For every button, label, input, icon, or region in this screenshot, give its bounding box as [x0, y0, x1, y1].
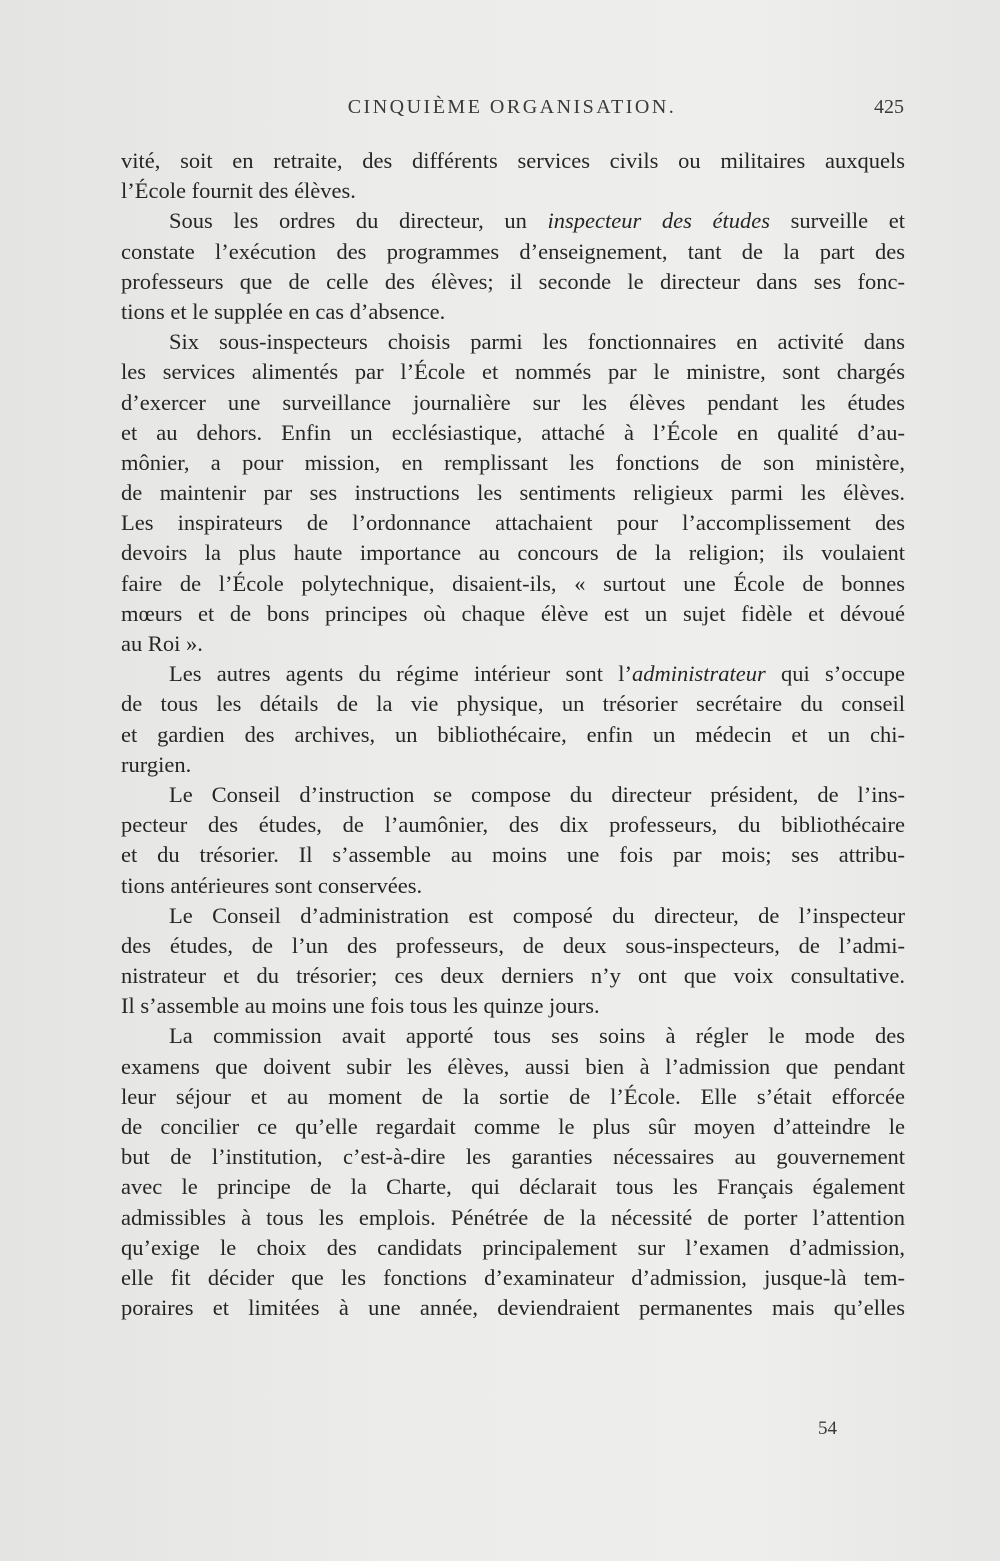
text-line-content: faire de l’École polytechnique, disaient-ils, « surtout une École de bonnes	[121, 570, 905, 596]
text-line-content: admissibles à tous les emplois. Pénétrée de la nécessité de porter l’attention	[121, 1204, 905, 1230]
text-line	[121, 1203, 905, 1233]
text-line	[121, 569, 905, 599]
text-line-content: tions et le supplée en cas d’absence.	[121, 298, 446, 324]
text-line-content: et au dehors. Enfin un ecclésiastique, attaché à l’École en qualité d’au-	[121, 419, 905, 445]
text-line	[121, 871, 905, 901]
text-line	[121, 297, 905, 327]
text-line	[121, 689, 905, 719]
text-line-content: vité, soit en retraite, des différents services civils ou militaires auxquels	[121, 148, 905, 173]
text-line-content: l’École fournit des élèves.	[121, 178, 356, 204]
text-line	[121, 720, 905, 750]
text-line	[121, 1142, 905, 1172]
text-line	[121, 629, 905, 659]
text-line	[121, 1263, 905, 1293]
text-line	[121, 1082, 905, 1112]
text-line	[121, 418, 905, 448]
text-line-content: professeurs que de celle des élèves; il seconde le directeur dans ses fonc-	[121, 268, 905, 294]
text-line-content: les services alimentés par l’École et nommés par le ministre, sont chargés	[121, 359, 905, 385]
text-line	[121, 961, 905, 991]
text-line	[121, 176, 905, 206]
text-line	[121, 810, 905, 840]
text-line-content: tions antérieures sont conservées.	[121, 872, 423, 898]
text-line	[121, 599, 905, 629]
text-line	[121, 206, 905, 236]
text-line-content: surveille et	[770, 208, 905, 234]
page-header	[120, 96, 904, 128]
text-line	[121, 357, 905, 387]
text-line-content: constate l’exécution des programmes d’enseignement, tant de la part des	[121, 238, 905, 264]
text-line	[121, 1021, 905, 1051]
text-line-content: de maintenir par ses instructions les sentiments religieux parmi les élèves.	[121, 480, 905, 506]
emphasis: administrateur	[631, 661, 766, 687]
text-line-content: elle fit décider que les fonctions d’examinateur d’admission, jusque-là tem-	[121, 1264, 905, 1290]
text-line-content: Sous les ordres du directeur, un	[169, 208, 548, 234]
page-number: 425	[874, 96, 904, 118]
text-line	[121, 840, 905, 870]
text-line	[121, 538, 905, 568]
text-line	[121, 237, 905, 267]
text-line-content: examens que doivent subir les élèves, aussi bien à l’admission que pendant	[121, 1053, 905, 1079]
text-line	[121, 388, 905, 418]
text-line-content: Il s’assemble au moins une fois tous les quinze jours.	[121, 993, 600, 1019]
text-line	[121, 901, 905, 931]
text-line	[121, 327, 905, 357]
text-line	[121, 478, 905, 508]
signature-mark: 54	[818, 1418, 837, 1439]
text-line	[121, 780, 905, 810]
text-line-content: et gardien des archives, un bibliothécaire, enfin un médecin et un chi-	[121, 721, 905, 747]
text-line-content: pecteur des études, de l’aumônier, des dix professeurs, du bibliothécaire	[121, 812, 905, 838]
text-line-content: mœurs et de bons principes où chaque élève est un sujet fidèle et dévoué	[121, 600, 905, 626]
text-line-content: Le Conseil d’administration est composé du directeur, de l’inspecteur	[169, 902, 905, 928]
text-line-content: Six sous-inspecteurs choisis parmi les fonctionnaires en activité dans	[169, 329, 905, 355]
text-line-content: nistrateur et du trésorier; ces deux derniers n’y ont que voix consultative.	[121, 963, 905, 989]
text-line-content: devoirs la plus haute importance au concours de la religion; ils voulaient	[121, 540, 905, 566]
text-line	[121, 659, 905, 689]
text-line	[121, 146, 905, 176]
text-line	[121, 267, 905, 297]
text-line	[121, 991, 905, 1021]
text-line-content: mônier, a pour mission, en remplissant les fonctions de son ministère,	[121, 449, 905, 475]
text-line	[121, 1233, 905, 1263]
text-line-content: avec le principe de la Charte, qui déclarait tous les Français également	[121, 1174, 905, 1200]
text-line-content: de concilier ce qu’elle regardait comme le plus sûr moyen d’atteindre le	[121, 1114, 905, 1139]
text-line	[121, 508, 905, 538]
text-line	[121, 1052, 905, 1082]
text-line-content: qu’exige le choix des candidats principalement sur l’examen d’admission,	[121, 1234, 905, 1260]
text-line-content: et du trésorier. Il s’assemble au moins une fois par mois; ses attribu-	[121, 842, 905, 868]
text-line	[121, 1293, 905, 1323]
text-line-content: des études, de l’un des professeurs, de deux sous-inspecteurs, de l’admi-	[121, 932, 905, 958]
text-line	[121, 750, 905, 780]
emphasis: inspecteur des études	[547, 208, 770, 234]
text-line-content: Le Conseil d’instruction se compose du directeur président, de l’ins-	[169, 781, 905, 807]
text-line	[121, 1172, 905, 1202]
text-line-content: de tous les détails de la vie physique, un trésorier secrétaire du conseil	[121, 691, 905, 717]
text-line-content: leur séjour et au moment de la sortie de l’École. Elle s’était efforcée	[121, 1083, 905, 1109]
text-line-content: La commission avait apporté tous ses soins à régler le mode des	[169, 1023, 905, 1049]
text-line-content: au Roi ».	[121, 631, 203, 656]
text-line	[121, 448, 905, 478]
text-line-content: poraires et limitées à une année, deviendraient permanentes mais qu’elles	[121, 1295, 905, 1321]
text-line	[121, 1112, 905, 1142]
text-line-content: rurgien.	[121, 751, 192, 777]
body-text	[121, 146, 905, 1323]
text-line	[121, 931, 905, 961]
text-line-content: Les autres agents du régime intérieur sont l’	[169, 661, 632, 687]
text-line-content: Les inspirateurs de l’ordonnance attachaient pour l’accomplissement des	[121, 510, 905, 536]
text-line-content: but de l’institution, c’est-à-dire les garanties nécessaires au gouvernement	[121, 1144, 905, 1170]
text-line-content: qui s’occupe	[765, 661, 905, 687]
text-line-content: d’exercer une surveillance journalière sur les élèves pendant les études	[121, 389, 905, 415]
running-title: CINQUIÈME ORGANISATION.	[347, 96, 677, 118]
